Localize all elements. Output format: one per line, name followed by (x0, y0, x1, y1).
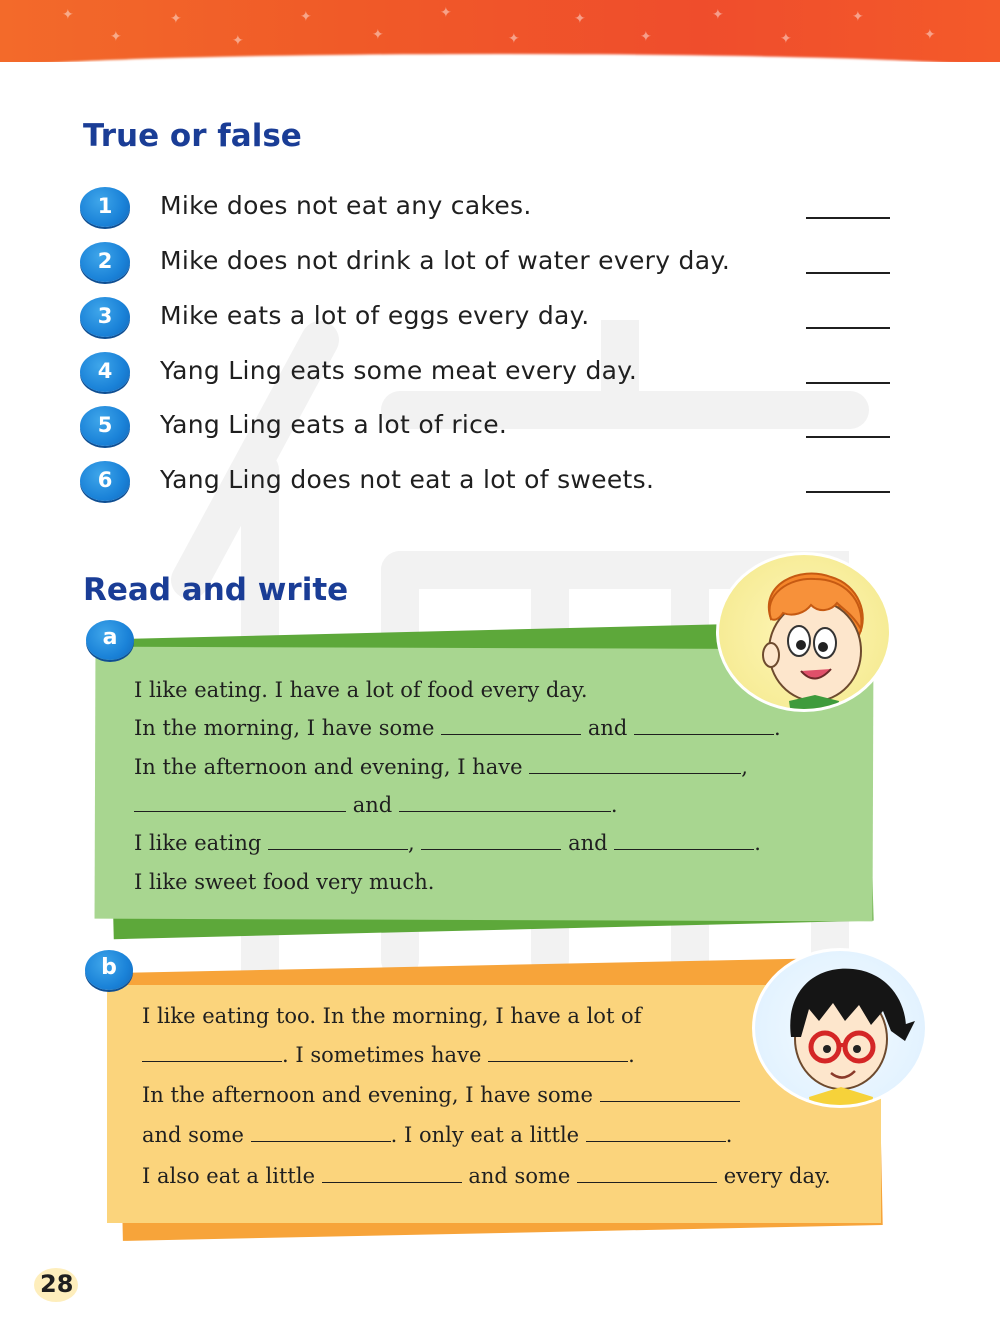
star-icon: ✦ (232, 33, 244, 49)
answer-blank[interactable] (806, 491, 890, 493)
text-line (134, 755, 748, 779)
star-icon: ✦ (62, 7, 74, 23)
text-fragment: . (610, 793, 618, 817)
number-badge: 4 (80, 352, 130, 392)
text-fragment: and (352, 793, 393, 817)
text-fragment: . I only eat a little (390, 1123, 580, 1147)
page-number: 28 (40, 1270, 74, 1298)
star-icon: ✦ (924, 27, 936, 43)
fill-blank[interactable] (529, 756, 741, 774)
star-icon: ✦ (170, 11, 182, 27)
text-fragment: and some (142, 1123, 244, 1147)
text-fragment: In the morning, I have some (134, 716, 435, 740)
fill-blank[interactable] (488, 1044, 628, 1062)
fill-blank[interactable] (251, 1124, 391, 1142)
number-badge: 2 (80, 242, 130, 282)
fill-blank[interactable] (134, 794, 346, 812)
yang-ling-avatar (752, 948, 928, 1108)
star-icon: ✦ (852, 9, 864, 25)
tf-item (80, 404, 900, 448)
fill-blank[interactable] (142, 1044, 282, 1062)
answer-blank[interactable] (806, 272, 890, 274)
fill-blank[interactable] (268, 832, 408, 850)
star-icon: ✦ (300, 9, 312, 25)
text-fragment: . (754, 831, 761, 855)
fill-blank[interactable] (577, 1165, 717, 1183)
letter-badge-a: a (86, 620, 134, 660)
text-fragment: . I sometimes have (282, 1043, 482, 1067)
star-icon: ✦ (508, 31, 520, 47)
tf-item (80, 240, 900, 284)
number-badge: 6 (80, 461, 130, 501)
fill-blank[interactable] (399, 794, 611, 812)
star-icon: ✦ (780, 31, 792, 47)
star-icon: ✦ (712, 7, 724, 23)
tf-statement: Yang Ling eats some meat every day. (160, 356, 638, 385)
text-fragment: . (628, 1043, 635, 1067)
text-line (142, 1123, 732, 1147)
number-badge: 3 (80, 297, 130, 337)
text-fragment: and some (468, 1164, 571, 1188)
fill-blank[interactable] (600, 1084, 740, 1102)
text-fragment: and (587, 716, 628, 740)
tf-statement: Mike does not drink a lot of water every day. (160, 246, 731, 275)
text-fragment: I like eating (134, 831, 262, 855)
text-line (142, 1043, 635, 1067)
text-fragment: , (741, 755, 748, 779)
fill-blank[interactable] (634, 717, 774, 735)
mike-avatar (716, 552, 892, 712)
star-icon: ✦ (640, 29, 652, 45)
star-icon: ✦ (110, 29, 122, 45)
text-fragment: In the afternoon and evening, I have some (142, 1083, 593, 1107)
text-fragment: and (568, 831, 608, 855)
fill-blank[interactable] (586, 1124, 726, 1142)
true-or-false-heading: True or false (83, 118, 302, 154)
text-line: I like eating too. In the morning, I have a lot of (142, 1004, 642, 1028)
letter-badge-b: b (85, 950, 133, 990)
answer-blank[interactable] (806, 436, 890, 438)
text-fragment: . (774, 716, 781, 740)
tf-item (80, 350, 900, 394)
read-and-write-heading: Read and write (83, 572, 349, 608)
tf-statement: Yang Ling does not eat a lot of sweets. (160, 465, 655, 494)
fill-blank[interactable] (441, 717, 581, 735)
tf-item (80, 459, 900, 503)
answer-blank[interactable] (806, 327, 890, 329)
text-line (142, 1164, 831, 1188)
star-icon: ✦ (574, 11, 586, 27)
fill-blank[interactable] (322, 1165, 462, 1183)
star-icon: ✦ (372, 27, 384, 43)
answer-blank[interactable] (806, 217, 890, 219)
top-decorative-band (0, 0, 1000, 62)
text-line (142, 1083, 740, 1107)
text-fragment: . (725, 1123, 733, 1147)
text-fragment: In the afternoon and evening, I have (134, 755, 523, 779)
text-line (134, 831, 761, 855)
text-fragment: every day. (723, 1164, 831, 1188)
text-fragment: I also eat a little (142, 1164, 316, 1188)
fill-blank[interactable] (614, 832, 754, 850)
text-line (134, 716, 781, 740)
tf-item (80, 295, 900, 339)
text-line (134, 793, 618, 817)
number-badge: 5 (80, 406, 130, 446)
tf-statement: Mike does not eat any cakes. (160, 191, 532, 220)
fill-blank[interactable] (421, 832, 561, 850)
tf-item (80, 185, 900, 229)
number-badge: 1 (80, 187, 130, 227)
text-fragment: , (408, 831, 415, 855)
tf-statement: Yang Ling eats a lot of rice. (160, 410, 508, 439)
star-icon: ✦ (440, 5, 452, 21)
text-line: I like eating. I have a lot of food every day. (134, 678, 588, 702)
text-line: I like sweet food very much. (134, 870, 435, 894)
answer-blank[interactable] (806, 382, 890, 384)
tf-statement: Mike eats a lot of eggs every day. (160, 301, 590, 330)
